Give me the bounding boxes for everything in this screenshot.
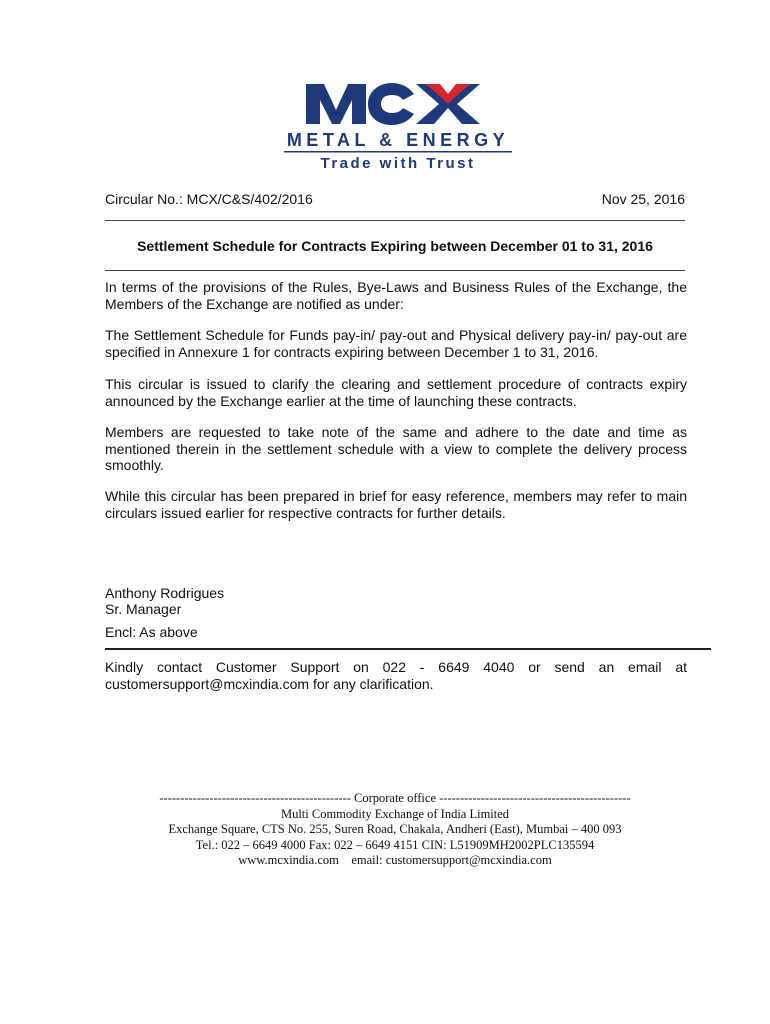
- logo-line1: METAL & ENERGY: [286, 130, 510, 150]
- divider: [105, 648, 711, 650]
- signatory-name: Anthony Rodrigues: [105, 585, 225, 601]
- footer-heading: ---------------------------------------------- Corporate office ----------------------------------------------: [159, 791, 631, 805]
- circular-date: Nov 25, 2016: [601, 191, 685, 207]
- logo-line2: Trade with Trust: [320, 155, 476, 172]
- body-paragraph-3: This circular is issued to clarify the clearing and settlement procedure of contracts expiry announced by the Exchange earlier at the time of launching these contracts.: [105, 376, 687, 409]
- logo-letter-c: [368, 83, 414, 125]
- circular-number: Circular No.: MCX/C&S/402/2016: [105, 191, 313, 207]
- circular-subject: Settlement Schedule for Contracts Expiring between December 01 to 31, 2016: [137, 238, 653, 254]
- footer-address: Exchange Square, CTS No. 255, Suren Road, Chakala, Andheri (East), Mumbai – 400 093: [168, 822, 622, 836]
- logo-letter-m: [306, 84, 366, 124]
- body-paragraph-1: In terms of the provisions of the Rules, Bye-Laws and Business Rules of the Exchange, the Members of the Exchange are notified as under:: [105, 279, 687, 312]
- footer-phones: Tel.: 022 – 6649 4000 Fax: 022 – 6649 4151 CIN: L51909MH2002PLC135594: [195, 837, 595, 852]
- body-paragraph-4: Members are requested to take note of the same and adhere to the date and time as mentioned therein in the settlement schedule with a view to complete the delivery process smoothly.: [105, 424, 687, 473]
- body-paragraph-5: While this circular has been prepared in brief for easy reference, members may refer to main circulars issued earlier for respective contracts for further details.: [105, 488, 687, 521]
- divider: [105, 270, 685, 271]
- corporate-office-footer: [105, 791, 685, 869]
- enclosure-note: Encl: As above: [105, 624, 198, 640]
- signatory-title: Sr. Manager: [105, 601, 182, 617]
- circular-header: [105, 191, 685, 207]
- mcx-logo: [280, 80, 520, 172]
- contact-note: Kindly contact Customer Support on 022 - 6649 4040 or send an email at customersupport@mcxindia.com for any clarification.: [105, 659, 687, 692]
- divider: [105, 220, 685, 221]
- body-paragraph-2: The Settlement Schedule for Funds pay-in/ pay-out and Physical delivery pay-in/ pay-out are specified in Annexure 1 for contracts expiring between December 1 to 31, 2016.: [105, 327, 687, 360]
- footer-web: www.mcxindia.com email: customersupport@mcxindia.com: [238, 853, 552, 867]
- footer-company: Multi Commodity Exchange of India Limited: [280, 806, 510, 821]
